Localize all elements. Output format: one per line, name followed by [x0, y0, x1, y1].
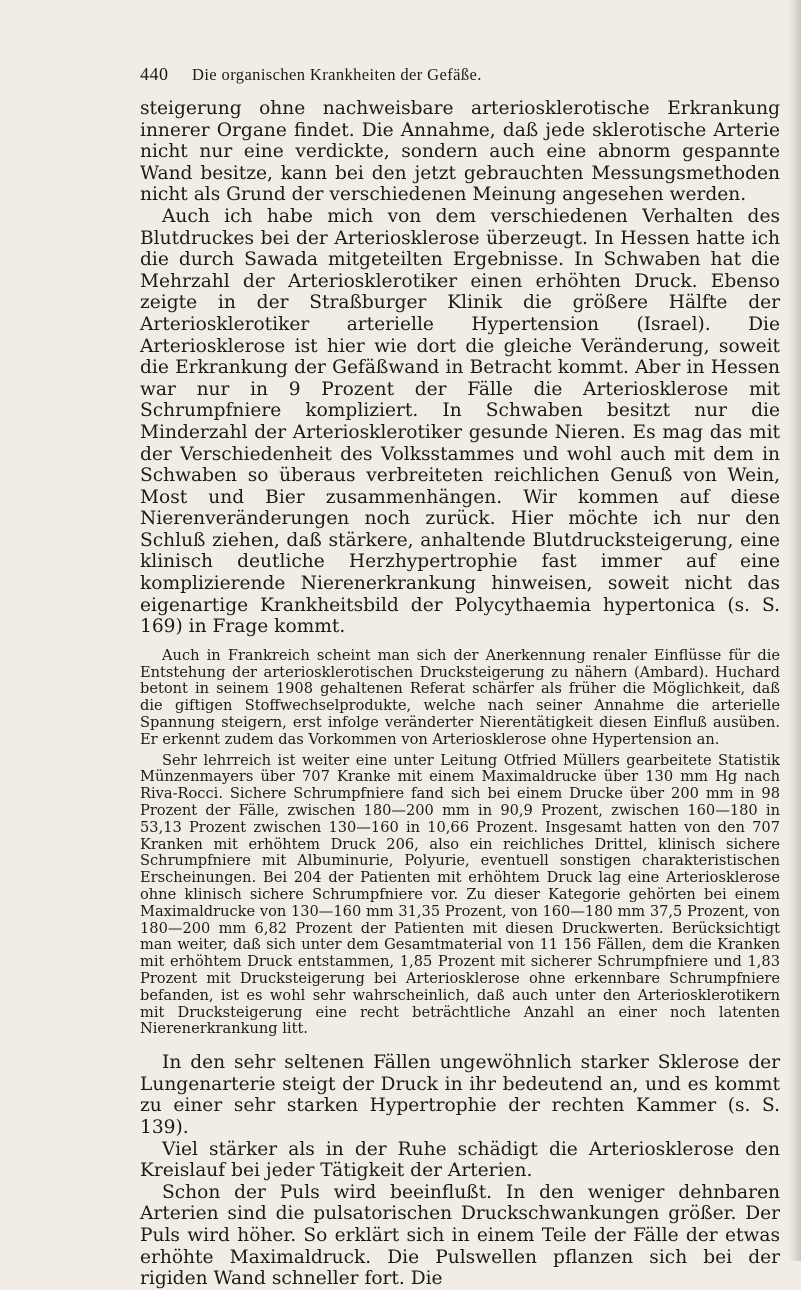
- paragraph-1: steigerung ohne nachweisbare arteriosklerotische Erkrankung innerer Organe findet. Die Annahme, daß jede sklerotische Arterie nicht nur eine verdickte, sondern auch eine abnorm gespannte Wand besitze, kann bei den jetzt gebrauchten Messungsmethoden nicht als Grund der verschiedenen Meinung angesehen werden.: [140, 98, 780, 206]
- paragraph-5: Schon der Puls wird beeinflußt. In den weniger dehnbaren Arterien sind die pulsatorischen Druckschwankungen größer. Der Puls wird höher. So erklärt sich in einem Teile der Fälle der etwas erhöhte Maximaldruck. Die Pulswellen pflanzen sich bei der rigiden Wand schneller fort. Die: [140, 1181, 780, 1290]
- paragraph-2: Auch ich habe mich von dem verschiedenen Verhalten des Blutdruckes bei der Arteriosklerose überzeugt. In Hessen hatte ich die durch Sawada mitgeteilten Ergebnisse. In Schwaben hat die Mehrzahl der Arteriosklerotiker einen erhöhten Druck. Ebenso zeigte in der Straßburger Klinik die größere Hälfte der Arteriosklerotiker arterielle Hypertension (Israel). Die Arteriosklerose ist hier wie dort die gleiche Veränderung, soweit die Erkrankung der Gefäßwand in Betracht kommt. Aber in Hessen war nur in 9 Prozent der Fälle die Arteriosklerose mit Schrumpfniere kompliziert. In Schwaben besitzt nur die Minderzahl der Arteriosklerotiker gesunde Nieren. Es mag das mit der Verschiedenheit des Volksstammes und wohl auch mit dem in Schwaben so überaus verbreiteten reichlichen Genuß von Wein, Most und Bier zusammenhängen. Wir kommen auf diese Nierenveränderungen noch zurück. Hier möchte ich nur den Schluß ziehen, daß stärkere, anhaltende Blutdrucksteigerung, eine klinisch deutliche Herzhypertrophie fast immer auf eine komplizierende Nierenerkrankung hinweisen, soweit nicht das eigenartige Krankheitsbild der Polycythaemia hypertonica (s. S. 169) in Frage kommt.: [140, 205, 780, 638]
- body-text: [140, 98, 780, 1290]
- paragraph-3: In den sehr seltenen Fällen ungewöhnlich starker Sklerose der Lungenarterie steigt der Druck in ihr bedeutend an, und es kommt zu einer sehr starken Hypertrophie der rechten Kammer (s. S. 139).: [140, 1052, 780, 1138]
- page-number: 440: [140, 64, 169, 84]
- small-paragraph-2: Sehr lehrreich ist weiter eine unter Leitung Otfried Müllers gearbeitete Statistik Münzenmayers über 707 Kranke mit einem Maximaldrucke über 130 mm Hg nach Riva-Rocci. Sichere Schrumpfniere fand sich bei einem Drucke über 200 mm in 98 Prozent der Fälle, zwischen 180—200 mm in 90,9 Prozent, zwischen 160—180 in 53,13 Prozent zwischen 130—160 in 10,66 Prozent. Insgesamt hatten von den 707 Kranken mit erhöhtem Druck 206, also ein reichliches Drittel, klinisch sichere Schrumpfniere mit Albuminurie, Polyurie, eventuell sonstigen charakteristischen Erscheinungen. Bei 204 der Patienten mit erhöhtem Druck lag eine Arteriosklerose ohne klinisch sichere Schrumpfniere vor. Zu dieser Kategorie gehörten bei einem Maximaldrucke von 130—160 mm 31,35 Prozent, von 160—180 mm 37,5 Prozent, von 180—200 mm 6,82 Prozent der Patienten mit diesen Druckwerten. Berücksichtigt man weiter, daß sich unter dem Gesamtmaterial von 11 156 Fällen, dem die Kranken mit erhöhtem Druck entstammen, 1,85 Prozent mit sicherer Schrumpfniere und 1,83 Prozent mit Drucksteigerung bei Arteriosklerose ohne erkennbare Schrumpfniere befanden, ist es wohl sehr wahrscheinlich, daß auch unter den Arteriosklerotikern mit Drucksteigerung eine recht beträchtliche Anzahl an einer noch latenten Nierenerkrankung litt.: [140, 751, 780, 1038]
- paragraph-4: Viel stärker als in der Ruhe schädigt die Arteriosklerose den Kreislauf bei jeder Tätigkeit der Arterien.: [140, 1138, 780, 1182]
- page-edge-shadow: [789, 0, 801, 1261]
- running-head: Die organischen Krankheiten der Gefäße.: [192, 65, 482, 84]
- small-paragraph-1: Auch in Frankreich scheint man sich der Anerkennung renaler Einflüsse für die Entstehung der arteriosklerotischen Drucksteigerung zu nähern (Ambard). Huchard betont in seinem 1908 gehaltenen Referat schärfer als früher die Möglichkeit, daß die giftigen Stoffwechselprodukte, welche nach seiner Annahme die arterielle Spannung steigern, erst infolge veränderter Nierentätigkeit diesen Einfluß ausüben. Er erkennt zudem das Vorkommen von Arteriosklerose ohne Hypertension an.: [140, 646, 780, 748]
- page-header: [140, 64, 780, 90]
